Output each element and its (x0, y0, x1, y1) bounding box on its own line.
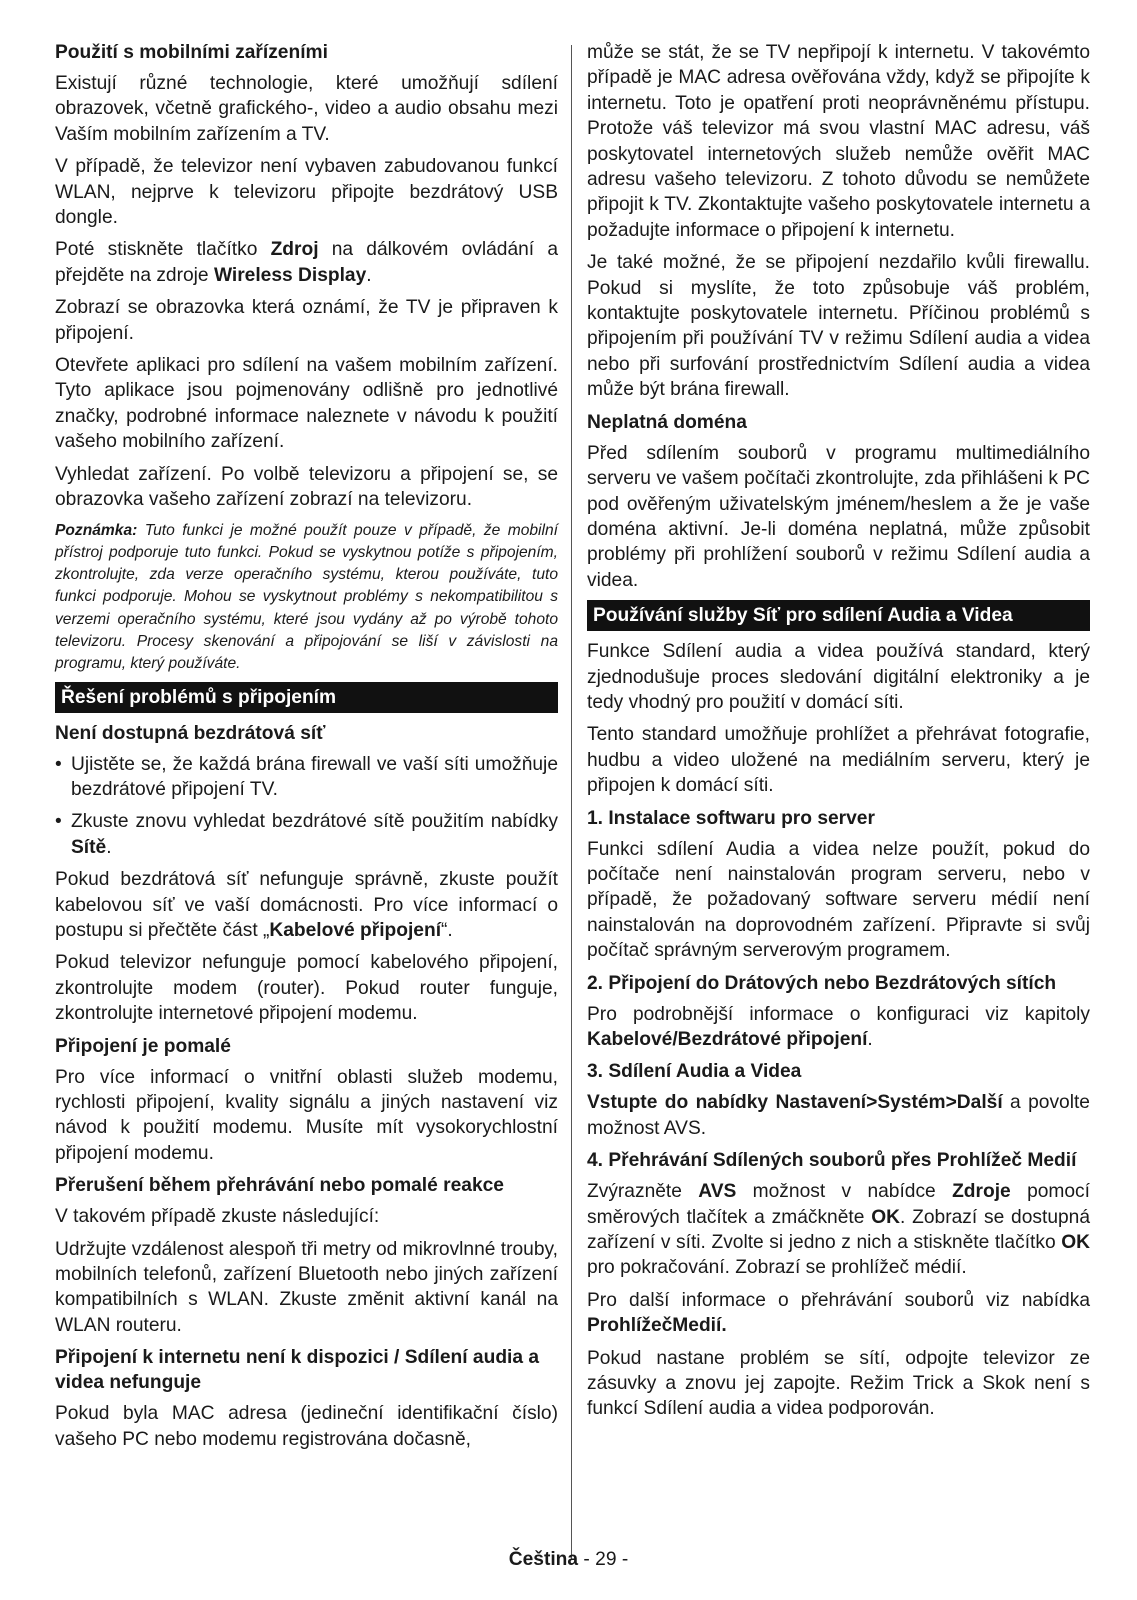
heading-interrupt: Přerušení během přehrávání nebo pomalé reakce (55, 1175, 504, 1197)
note-label: Poznámka: (55, 521, 138, 539)
bold-text: OK (871, 1206, 900, 1228)
paragraph: Existují různé technologie, které umožňují sdílení obrazovek, včetně grafického-, video a audio obsahu mezi Vaším mobilním zařízením a TV. (55, 73, 558, 145)
bold-text: Vstupte do nabídky Nastavení>Systém>Další (587, 1092, 1003, 1114)
paragraph: Funkci sdílení Audia a videa nelze použít, pokud do počítače není nainstalován program serveru, nebo v případě, že požadovaný software serveru médií není nainstalován na doprovodném zařízení. Připravte si svůj počítač správným serverovým programem. (587, 838, 1090, 962)
bold-text: Kabelové připojení (269, 920, 442, 942)
heading-step-2: 2. Připojení do Drátových nebo Bezdrátových sítích (587, 972, 1057, 994)
paragraph: Pokud bezdrátová síť nefunguje správně, zkuste použít kabelovou síť ve vaší domácnosti. Pro více informací o postupu si přečtěte část „Kabelové připojení“. (55, 869, 558, 942)
paragraph: Otevřete aplikaci pro sdílení na vašem mobilním zařízení. Tyto aplikace jsou pojmenovány odlišně pro jednotlivé značky, podrobné informace naleznete v návodu k použití vašeho mobilního zařízení. (55, 355, 558, 453)
paragraph: Pokud televizor nefunguje pomocí kabelového připojení, zkontrolujte modem (router). Pokud router funguje, zkontrolujte internetové připojení modemu. (55, 952, 558, 1025)
page-footer (0, 1549, 1137, 1571)
bold-text: Wireless Display (213, 264, 367, 286)
paragraph: Pro další informace o přehrávání souborů viz nabídka ProhlížečMedií. (587, 1289, 1090, 1337)
paragraph: Před sdílením souborů v programu multimediálního serveru ve vašem počítači zkontrolujte, zda přihlášeni k PC pod ověřeným uživatelským jménem/heslem a že je vaše doména aktivní. Je-li doména neplatná, může způsobit problémy při prohlížení souborů v režimu Sdílení audia a videa. (587, 442, 1090, 591)
bold-text: Sítě (71, 836, 107, 858)
paragraph: Pokud nastane problém se sítí, odpojte televizor ze zásuvky a znovu jej zapojte. Režim Trick a Skok není s funkcí Sdílení audia a videa podporován. (587, 1347, 1090, 1420)
heading-no-internet: Připojení k internetu není k dispozici / Sdílení audia a videa nefunguje (55, 1347, 540, 1394)
paragraph: V takovém případě zkuste následující: (55, 1206, 380, 1228)
paragraph: Poté stiskněte tlačítko Zdroj na dálkovém ovládání a přejděte na zdroje Wireless Display. (55, 239, 559, 286)
bold-text: Kabelové/Bezdrátové připojení (587, 1029, 868, 1050)
bold-text: ProhlížečMedií. (587, 1315, 727, 1337)
heading-invalid-domain: Neplatná doména (587, 411, 747, 433)
page-number: - 29 - (583, 1549, 629, 1570)
heading-mobile: Použití s mobilními zařízeními (55, 42, 328, 63)
section-bar-troubleshooting: Řešení problémů s připojením (55, 682, 558, 713)
heading-step-4: 4. Přehrávání Sdílených souborů přes Prohlížeč Medií (587, 1150, 1077, 1172)
section-bar-network-sharing: Používání služby Síť pro sdílení Audia a Videa (587, 600, 1090, 631)
paragraph: Tento standard umožňuje prohlížet a přehrávat fotografie, hudbu a video uložené na mediálním serveru, který je připojen k domácí síti. (587, 724, 1090, 797)
heading-no-wifi: Není dostupná bezdrátová síť (55, 722, 326, 744)
bold-text: OK (1061, 1232, 1090, 1254)
right-column (587, 40, 1090, 1429)
paragraph: Vstupte do nabídky Nastavení>Systém>Další a povolte možnost AVS. (587, 1092, 1090, 1139)
bullet-item: • Ujistěte se, že každá brána firewall ve vaší síti umožňuje bezdrátové připojení TV. (55, 752, 558, 803)
paragraph: V případě, že televizor není vybaven zabudovanou funkcí WLAN, nejprve k televizoru připojte bezdrátový USB dongle. (55, 156, 558, 229)
paragraph: Zobrazí se obrazovka která oznámí, že TV je připraven k připojení. (55, 297, 558, 344)
footer-language: Čeština (508, 1549, 579, 1570)
heading-slow: Připojení je pomalé (55, 1035, 231, 1057)
paragraph: Pro více informací o vnitřní oblasti služeb modemu, rychlosti připojení, kvality signálu a jiných nastavení viz návod k použití modemu. Musíte mít vysokorychlostní připojení modemu. (55, 1066, 558, 1164)
paragraph: Funkce Sdílení audia a videa používá standard, který zjednodušuje proces sledování digitální elektroniky a je tedy vhodný pro použití v domácí síti. (587, 641, 1090, 713)
left-column (55, 40, 558, 1459)
paragraph: Zvýrazněte AVS možnost v nabídce Zdroje pomocí směrových tlačítek a zmáčkněte OK. Zobrazí se dostupná zařízení v síti. Zvolte si jedno z nich a stiskněte tlačítko OK pro pokračování. Zobrazí se prohlížeč médií. (587, 1181, 1091, 1279)
paragraph: může se stát, že se TV nepřipojí k internetu. V takovémto případě je MAC adresa ověřována vždy, když se připojíte k internetu. Toto je opatření proti neoprávněnému přístupu. Protože váš televizor má svou vlastní MAC adresu, váš poskytovatel internetových služeb nemůže ověřit MAC adresu vašeho televizoru. Z tohoto důvodu se nemůžete připojit k TV. Zkontaktujte vašeho poskytovatele internetu a požadujte informace o připojení k internetu. (587, 42, 1090, 241)
paragraph: Je také možné, že se připojení nezdařilo kvůli firewallu. Pokud si myslíte, že toto způsobuje váš problém, kontaktujte poskytovatele internetu. Příčinou problémů s připojením při používání TV v režimu Sdílení audia a videa nebo při surfování prostřednictvím Sdílení audia a videa může být brána firewall. (587, 252, 1090, 401)
paragraph: Pokud byla MAC adresa (jedineční identifikační číslo) vašeho PC nebo modemu registrována dočasně, (55, 1403, 558, 1450)
note: Poznámka: Tuto funkci je možné použít pouze v případě, že mobilní přístroj podporuje tuto funkci. Pokud se vyskytnou potíže s připojením, zkontrolujte, zda verze operačního systému, kterou používáte, tuto funkci podporuje. Mohou se vyskytnout problémy s nekompatibilitou s verzemi operačního systému, které jsou vydány až po výrobě tohoto televizoru. Procesy skenování a připojování se liší v závislosti na programu, který používáte. (55, 521, 558, 673)
bullet-item: • Zkuste znovu vyhledat bezdrátové sítě použitím nabídky Sítě. (55, 809, 558, 860)
heading-step-1: 1. Instalace softwaru pro server (587, 807, 875, 829)
column-divider (571, 45, 572, 1560)
bold-text: AVS (698, 1181, 737, 1203)
paragraph: Vyhledat zařízení. Po volbě televizoru a připojení se, se obrazovka vašeho zařízení zobrazí na televizoru. (55, 463, 558, 511)
heading-step-3: 3. Sdílení Audia a Videa (587, 1061, 802, 1083)
bold-text: Zdroje (952, 1181, 1011, 1203)
paragraph: Udržujte vzdálenost alespoň tři metry od mikrovlnné trouby, mobilních telefonů, zařízení Bluetooth nebo jiných zařízení kompatibilních s WLAN. Zkuste změnit aktivní kanál na WLAN routeru. (55, 1238, 559, 1336)
bold-text: Zdroj (270, 239, 319, 261)
paragraph: Pro podrobnější informace o konfiguraci viz kapitoly Kabelové/Bezdrátové připojení. (587, 1003, 1090, 1050)
